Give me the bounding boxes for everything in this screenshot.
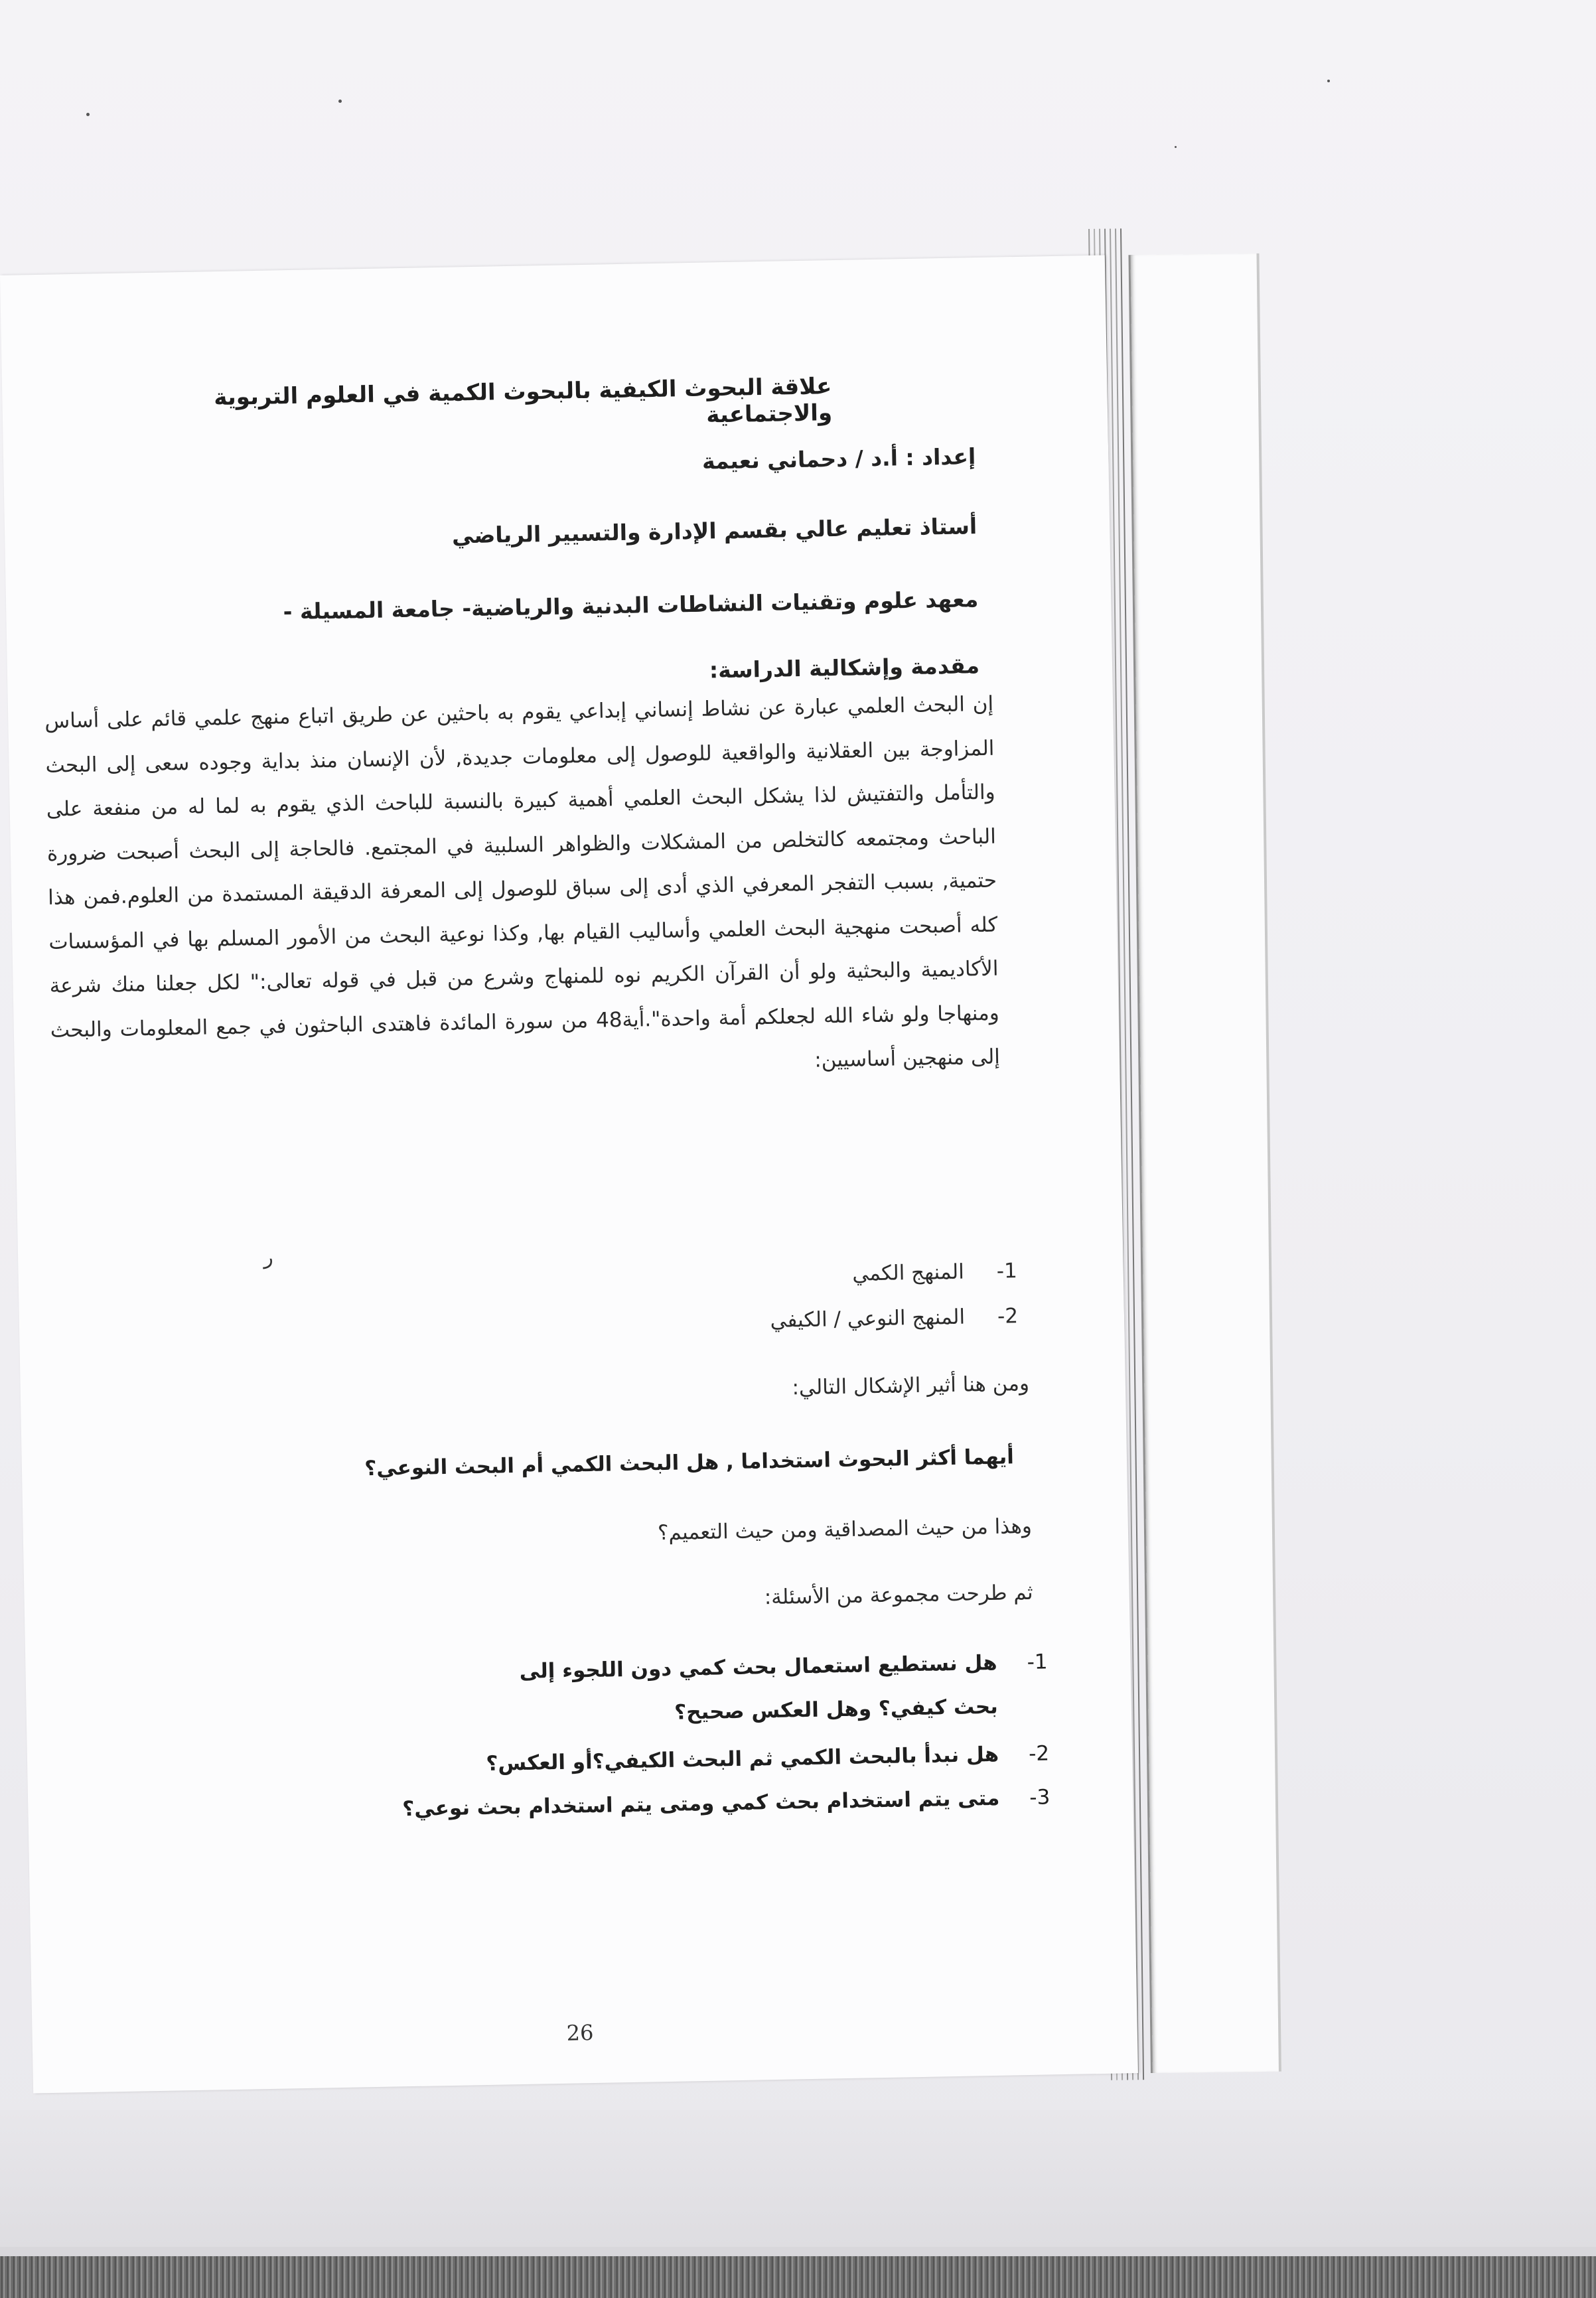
scanner-lower-area [0,2110,1596,2247]
list-item-label: المنهج الكمي [852,1259,965,1286]
methods-list [420,1259,1019,1360]
scanner-edge-light [0,2247,1596,2256]
list-item-number: -3 [1029,1785,1051,1810]
list-item-label: المنهج النوعي / الكيفي [770,1305,966,1332]
list-item-number: -2 [997,1304,1019,1329]
list-item-number: -2 [1028,1741,1050,1766]
list-item-number: -1 [996,1259,1018,1283]
stray-mark: ر [263,1246,274,1269]
list-item-label: هل نبدأ بالبحث الكمي ثم البحث الكيفي؟أو العكس؟ [486,1742,999,1776]
author-line: إعداد : أ.د / دحماني نعيمة [701,443,976,474]
dust-speck [1175,146,1177,148]
sub-question: وهذا من حيث المصداقية ومن حيث التعميم؟ [657,1514,1033,1545]
list-item [483,1640,1049,1738]
position-line: أستاذ تعليم عالي بقسم الإدارة والتسيير الرياضي [451,513,978,549]
scanner-edge-strip [0,2256,1596,2298]
list-item-label: هل نستطيع استعمال بحث كمي دون اللجوء إلى بحث كيفي؟ وهل العكس صحيح؟ [519,1650,999,1725]
book-side-block [1128,253,1281,2073]
problem-intro: ومن هنا أثير الإشكال التالي: [792,1371,1030,1400]
document-page [0,255,1138,2093]
dust-speck [86,113,90,116]
questions-list [384,1640,1051,1831]
section-heading: مقدمة وإشكالية الدراسة: [709,652,980,683]
intro-paragraph: إن البحث العلمي عبارة عن نشاط إنساني إبداعي يقوم به باحثين عن طريق اتباع منهج علمي قائم على أساس المزاوجة بين العقلانية والواقعية للوصول إلى معلومات جديدة, لأن الإنسان منذ بداية وجوده سعى إلى البحث والتأمل والتفتيش لذا يشكل البحث العلمي أهمية كبيرة بالنسبة للباحث الذي يقوم به لما له من منفعة على الباحث ومجتمعه كالتخلص من المشكلات والظواهر السلبية في المجتمع. فالحاجة إلى البحث أصبحت ضرورة حتمية, بسبب التفجر المعرفي الذي أدى إلى سباق للوصول إلى المعرفة الدقيقة المستمدة من العلوم.فمن هذا كله أصبحت منهجية البحث العلمي وأساليب القيام بها, وكذا نوعية البحث من الأمور المسلم بها في المؤسسات الأكاديمية والبحثية ولو أن القرآن الكريم نوه للمنهاج وشرع من قبل في قوله تعالى:" لكل جعلنا منك شرعة ومنهاجا ولو شاء الله لجعلكم أمة واحدة".أية48 من سورة المائدة فاهتدى الباحثون في جمع المعلومات والبحث إلى منهجين أساسيين: [44,691,1001,1072]
list-item-number: -1 [1027,1650,1048,1674]
dust-speck [1327,80,1330,82]
main-question: أيهما أكثر البحوث استخداما , هل البحث الكمي أم البحث النوعي؟ [364,1445,1015,1481]
institute-line: معهد علوم وتقنيات النشاطات البدنية والرياضية- جامعة المسيلة - [283,586,979,625]
questions-intro: ثم طرحت مجموعة من الأسئلة: [764,1580,1033,1610]
list-item-label: متى يتم استخدام بحث كمي ومتى يتم استخدام بحث نوعي؟ [402,1786,1000,1822]
document-title: علاقة البحوث الكيفية بالبحوث الكمية في العلوم التربوية والاجتماعية [213,373,833,429]
dust-speck [338,100,342,103]
page-number: 26 [566,2020,594,2046]
